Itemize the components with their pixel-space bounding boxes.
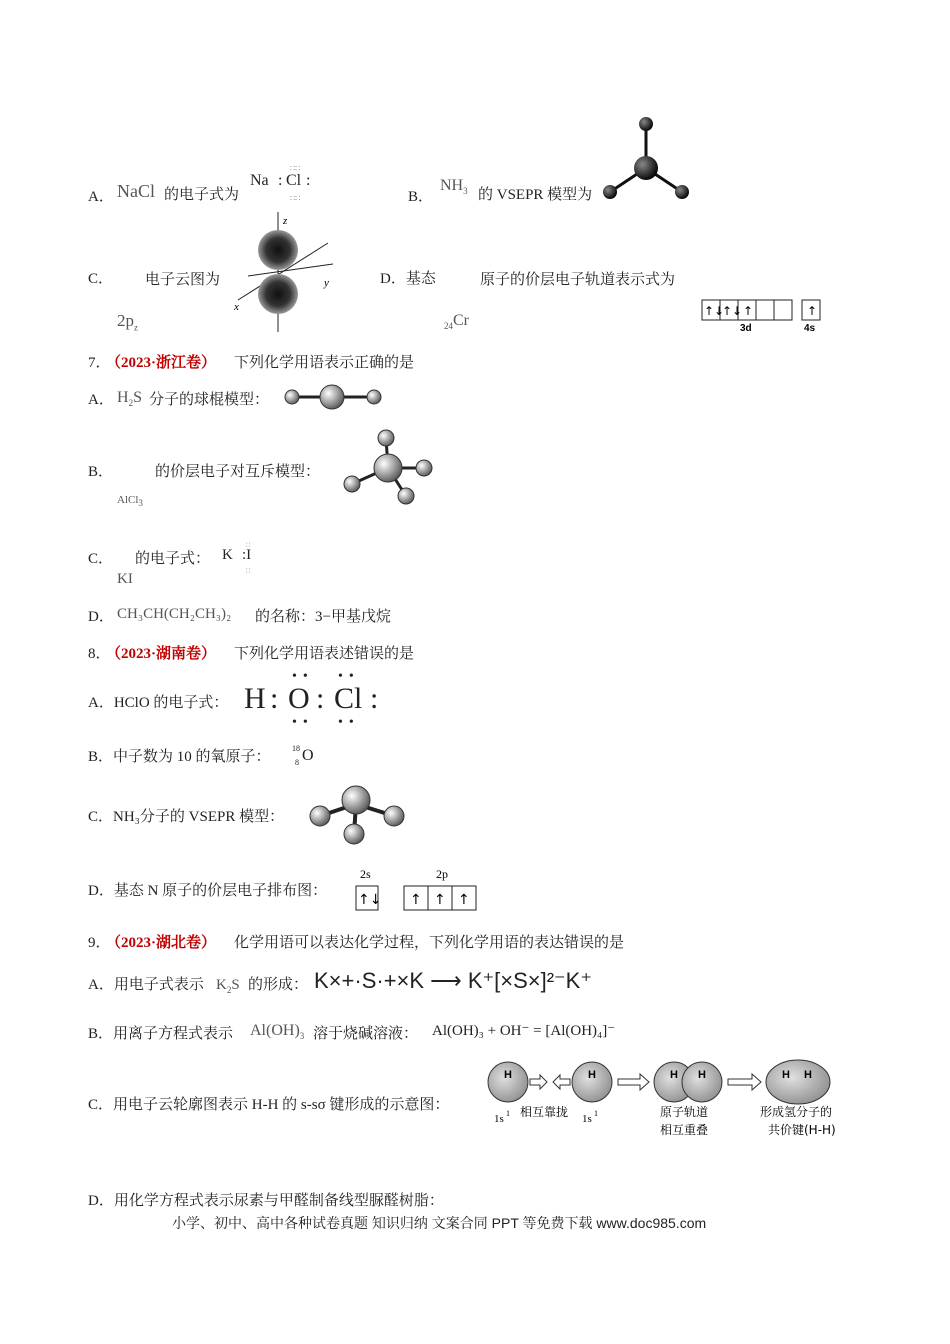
q7-option-b-text: 的价层电子对互斥模型： bbox=[155, 464, 321, 480]
q7-option-b-formula: AlCl$_3$ bbox=[117, 494, 143, 509]
q8-number: 8． bbox=[88, 646, 111, 662]
q7-source: （2023·浙江卷） bbox=[106, 355, 217, 371]
q7-option-c-text: 的电子式： bbox=[135, 551, 211, 567]
svg-text:共价键(H-H): 共价键(H-H) bbox=[768, 1123, 836, 1137]
nitrogen-orbital-diagram-figure bbox=[352, 866, 484, 914]
svg-text:相互靠拢: 相互靠拢 bbox=[520, 1105, 569, 1119]
q6-option-c-label: C． bbox=[88, 271, 114, 287]
q7-option-a-text: 分子的球棍模型： bbox=[149, 392, 270, 408]
svg-text:↑: ↑ bbox=[434, 892, 446, 908]
oxygen-18-isotope-figure: 18 8 O bbox=[292, 744, 314, 767]
svg-text:H: H bbox=[698, 1069, 706, 1081]
q9-source: （2023·湖北卷） bbox=[106, 935, 217, 951]
svg-text:↑↓: ↑↓ bbox=[722, 304, 743, 318]
q9-option-a-text2: 的形成： bbox=[248, 977, 309, 993]
q6-option-a-text: 的电子式为 bbox=[164, 187, 240, 203]
svg-text:z: z bbox=[283, 215, 288, 227]
svg-text:↑: ↑ bbox=[458, 892, 470, 908]
q8-source: （2023·湖南卷） bbox=[106, 646, 217, 662]
svg-text:↑: ↑ bbox=[410, 892, 422, 908]
svg-text:1s: 1s bbox=[582, 1113, 592, 1125]
ki-electron-formula-figure: K :I ∷ ∷ bbox=[222, 541, 252, 575]
cr-orbital-diagram-figure bbox=[698, 298, 824, 334]
svg-text:1: 1 bbox=[594, 1109, 598, 1118]
q6-option-c-text: 电子云图为 bbox=[145, 272, 221, 288]
svg-text:1: 1 bbox=[506, 1109, 510, 1118]
svg-text:H: H bbox=[782, 1069, 790, 1081]
svg-text:原子轨道: 原子轨道 bbox=[660, 1105, 709, 1119]
q7-option-c-label: C． bbox=[88, 551, 114, 567]
svg-text:相互重叠: 相互重叠 bbox=[660, 1123, 709, 1137]
q7-option-a-label: A． bbox=[88, 392, 114, 408]
q9-option-b-equation: Al(OH)₃ + OH⁻ = [Al(OH)₄]⁻ bbox=[432, 1023, 616, 1039]
q7-option-b-label: B． bbox=[88, 464, 114, 480]
svg-text:H: H bbox=[504, 1069, 512, 1081]
q8-option-c-text: C．NH₃分子的 VSEPR 模型： bbox=[88, 809, 285, 825]
q9-option-b-text2: 溶于烧碱溶液： bbox=[313, 1026, 419, 1042]
q9-option-a-text: A．用电子式表示 bbox=[88, 977, 204, 993]
q8-option-d-text: D．基态 N 原子的价层电子排布图： bbox=[88, 883, 328, 899]
q7-option-c-formula: KI bbox=[117, 571, 133, 587]
svg-text:H: H bbox=[804, 1069, 812, 1081]
q8-option-a-text: A．HClO 的电子式： bbox=[88, 695, 229, 711]
svg-text:↑: ↑ bbox=[743, 304, 754, 318]
q6-option-d-formula: $_{24}$Cr bbox=[444, 312, 469, 332]
q9-option-b-formula: $Al(OH)_3$ bbox=[250, 1022, 305, 1042]
svg-text:↑↓: ↑↓ bbox=[358, 892, 382, 908]
q6-option-a-label: A． bbox=[88, 189, 114, 205]
svg-text:形成氢分子的: 形成氢分子的 bbox=[760, 1105, 833, 1119]
q7-option-d-label: D． bbox=[88, 609, 114, 625]
q8-stem: 下列化学用语表述错误的是 bbox=[234, 646, 415, 662]
svg-text:1s: 1s bbox=[494, 1113, 504, 1125]
h2s-ball-stick-model-figure bbox=[282, 382, 386, 412]
hclo-electron-formula-figure: H : O : Cl : •• •• •• •• bbox=[244, 669, 379, 730]
q6-option-b-formula: $NH_3$ bbox=[440, 177, 468, 197]
h-h-sigma-bond-formation-figure bbox=[484, 1058, 856, 1144]
k2s-formation-electron-formula: K×+·S·+×K ⟶ K⁺[×S×]²⁻K⁺ bbox=[314, 968, 592, 993]
2pz-electron-cloud-figure bbox=[228, 208, 338, 336]
q7-number: 7． bbox=[88, 355, 111, 371]
svg-text:2s: 2s bbox=[360, 867, 371, 881]
q9-stem: 化学用语可以表达化学过程，下列化学用语的表达错误的是 bbox=[234, 935, 625, 951]
q9-option-d-text: D．用化学方程式表示尿素与甲醛制备线型脲醛树脂： bbox=[88, 1193, 444, 1209]
nacl-electron-formula-figure: Na : Cl : ∷∷ ∷∷ bbox=[250, 164, 311, 203]
q9-option-b-text: B．用离子方程式表示 bbox=[88, 1026, 234, 1042]
svg-text:↑: ↑ bbox=[807, 304, 818, 318]
svg-text:4s: 4s bbox=[804, 323, 816, 334]
svg-text:x: x bbox=[234, 301, 239, 313]
q6-option-c-formula: $2p_z$ bbox=[117, 311, 138, 333]
alcl3-vsepr-model-figure bbox=[340, 426, 436, 508]
q9-number: 9． bbox=[88, 935, 111, 951]
q7-stem: 下列化学用语表示正确的是 bbox=[234, 355, 415, 371]
svg-text:H: H bbox=[670, 1069, 678, 1081]
q6-option-b-label: B． bbox=[408, 189, 434, 205]
q7-option-d-formula: CH₃CH(CH₂CH₃)₂ bbox=[117, 606, 232, 622]
q9-option-c-text: C．用电子云轮廓图表示 H-H 的 s-sσ 键形成的示意图： bbox=[88, 1097, 450, 1113]
page-footer: 小学、初中、高中各种试卷真题 知识归纳 文案合同 PPT 等免费下载 www.doc985.com bbox=[172, 1215, 707, 1231]
q6-option-d-text: 原子的价层电子轨道表示式为 bbox=[480, 272, 676, 288]
nh3-vsepr-model-figure bbox=[596, 112, 696, 204]
svg-text:2p: 2p bbox=[436, 867, 448, 881]
q7-option-a-formula: $H_2S$ bbox=[117, 389, 142, 409]
q9-option-a-formula: $K_2S$ bbox=[216, 977, 240, 995]
svg-text:y: y bbox=[324, 277, 329, 289]
svg-text:H: H bbox=[588, 1069, 596, 1081]
q8-option-b-text: B．中子数为 10 的氧原子： bbox=[88, 749, 271, 765]
svg-text:3d: 3d bbox=[740, 323, 752, 334]
q7-option-d-text: 的名称：3−甲基戊烷 bbox=[255, 609, 391, 625]
nh3-vsepr-ball-model-figure bbox=[304, 782, 408, 848]
q6-option-a-formula: NaCl bbox=[117, 181, 155, 201]
q6-option-b-text: 的 VSEPR 模型为 bbox=[478, 187, 593, 203]
svg-text:↑↓: ↑↓ bbox=[704, 304, 725, 318]
q6-option-d-label: D．基态 bbox=[380, 271, 436, 287]
